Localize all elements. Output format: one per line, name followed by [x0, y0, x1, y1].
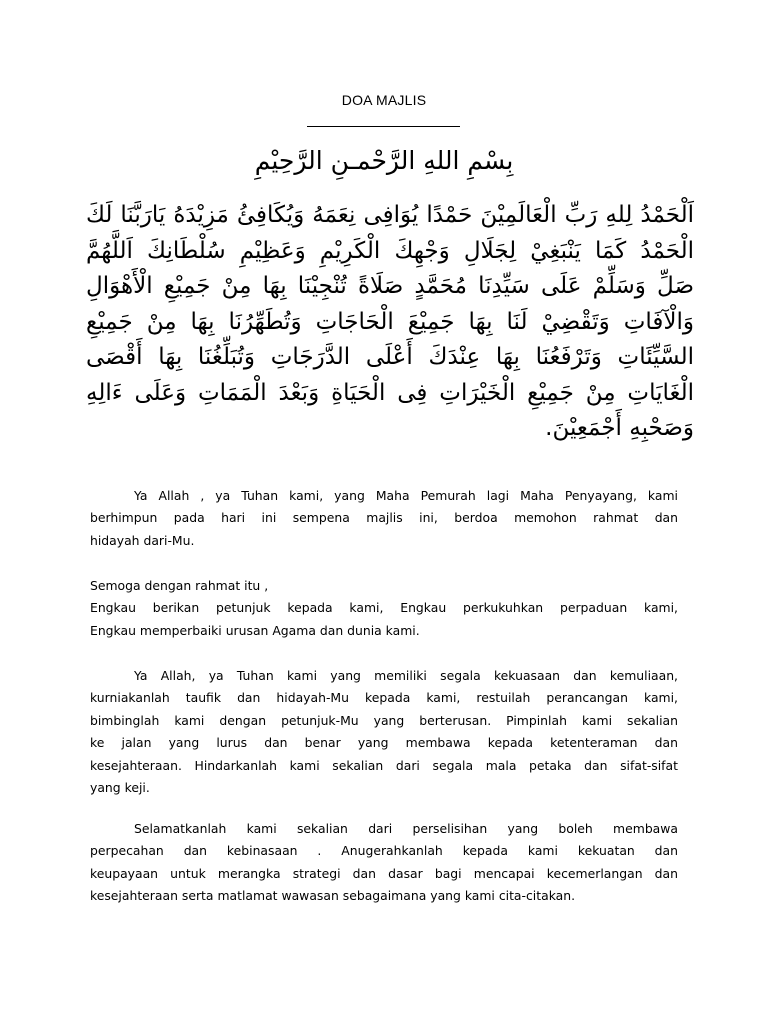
paragraph-3-line-6: yang keji. — [90, 780, 150, 796]
paragraph-1-line-1: Ya Allah , ya Tuhan kami, yang Maha Pemurah lagi Maha Penyayang, kami — [134, 488, 678, 503]
paragraph-4-line-2: perpecahan dan kebinasaan . Anugerahkanlah kepada kami kekuatan dan — [90, 843, 678, 859]
arabic-line-3: صَلِّ وَسَلِّمْ عَلَى سَيِّدِنَا مُحَمَّدٍ صَلَاةً تُنْجِيْنَا بِهَا مِنْ جَمِيْعِ الْأَهْوَالِ — [86, 273, 694, 299]
malay-paragraph-3 — [90, 665, 678, 799]
title-underline — [307, 126, 460, 127]
paragraph-4-line-1: Selamatkanlah kami sekalian dari perselisihan yang boleh membawa — [134, 821, 678, 836]
paragraph-1-line-3: hidayah dari-Mu. — [90, 532, 195, 548]
paragraph-3-line-5: kesejahteraan. Hindarkanlah kami sekalian dari segala mala petaka dan sifat-sifat — [90, 757, 678, 773]
paragraph-2-line-3: Engkau memperbaiki urusan Agama dan dunia kami. — [90, 622, 420, 638]
arabic-line-7: وَصَحْبِهِ أَجْمَعِيْنَ. — [545, 415, 694, 441]
arabic-prayer-block — [86, 198, 694, 447]
paragraph-3-line-1: Ya Allah, ya Tuhan kami yang memiliki segala kekuasaan dan kemuliaan, — [134, 668, 678, 683]
malay-paragraph-4 — [90, 818, 678, 908]
arabic-line-6: الْغَايَاتِ مِنْ جَمِيْعِ الْخَيْرَاتِ فِى الْحَيَاةِ وَبَعْدَ الْمَمَاتِ وَعَلَى ءَالِهِ — [86, 379, 694, 406]
arabic-line-2: الْحَمْدُ كَمَا يَنْبَغِيْ لِجَلَالِ وَجْهِكَ الْكَرِيْمِ وَعَظِيْمِ سُلْطَانِكَ اَللَّهُمَّ — [86, 237, 694, 264]
paragraph-2-line-2: Engkau berikan petunjuk kepada kami, Engkau perkukuhkan perpaduan kami, — [90, 600, 678, 616]
arabic-line-1: اَلْحَمْدُ لِلهِ رَبِّ الْعَالَمِيْنَ حَمْدًا يُوَافِى نِعَمَهُ وَيُكَافِئُ مَزِيْدَهُ يَارَبَّنَا لَكَ — [86, 202, 694, 228]
arabic-line-5: السَّيِّئَاتِ وَتَرْفَعُنَا بِهَا عِنْدَكَ أَعْلَى الدَّرَجَاتِ وَتُبَلِّغُنَا بِهَا أَقْصَى — [86, 344, 694, 370]
paragraph-3-line-4: ke jalan yang lurus dan benar yang membawa kepada ketenteraman dan — [90, 735, 678, 751]
paragraph-4-line-4: kesejahteraan serta matlamat wawasan sebagaimana yang kami cita-citakan. — [90, 888, 576, 904]
basmala-heading: بِسْمِ اللهِ الرَّحْمـنِ الرَّحِيْمِ — [254, 146, 514, 175]
paragraph-3-line-3: bimbinglah kami dengan petunjuk-Mu yang berterusan. Pimpinlah kami sekalian — [90, 712, 678, 728]
paragraph-1-line-2: berhimpun pada hari ini sempena majlis ini, berdoa memohon rahmat dan — [90, 510, 678, 526]
page-title: DOA MAJLIS — [341, 92, 427, 108]
paragraph-4-line-3: keupayaan untuk merangka strategi dan dasar bagi mencapai kecemerlangan dan — [90, 865, 678, 881]
paragraph-2-line-1: Semoga dengan rahmat itu , — [90, 578, 269, 593]
paragraph-3-line-2: kurniakanlah taufik dan hidayah-Mu kepada kami, restuilah perancangan kami, — [90, 690, 678, 706]
malay-paragraph-2 — [90, 575, 678, 642]
malay-paragraph-1 — [90, 485, 678, 552]
arabic-line-4: وَالْآفَاتِ وَتَقْضِيْ لَنَا بِهَا جَمِيْعَ الْحَاجَاتِ وَتُطَهِّرُنَا بِهَا مِنْ جَمِيْعِ — [86, 308, 694, 335]
